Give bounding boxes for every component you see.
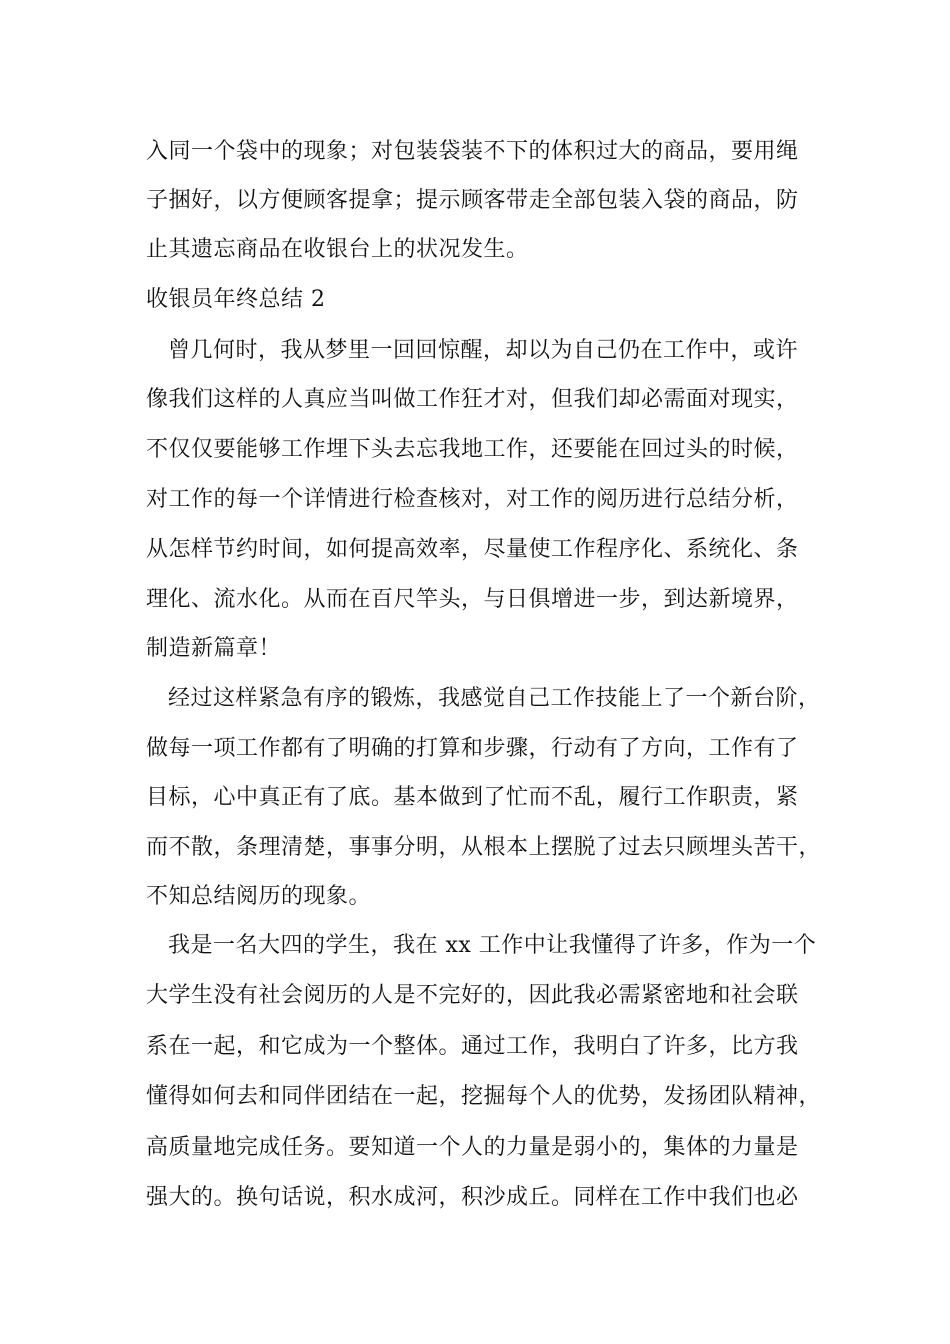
paragraph-2-line-4: 对工作的每一个详情进行检查核对，对工作的阅历进行总结分析， — [146, 487, 799, 512]
paragraph-1-line-1: 入同一个袋中的现象；对包装袋装不下的体积过大的商品，要用绳 — [146, 139, 799, 164]
paragraph-4-line-2: 大学生没有社会阅历的人是不完好的，因此我必需紧密地和社会联 — [146, 983, 799, 1008]
paragraph-4-line-1: 我是一名大四的学生，我在 xx 工作中让我懂得了许多，作为一个 — [168, 933, 817, 958]
paragraph-2-line-6: 理化、流水化。从而在百尺竿头，与日俱增进一步，到达新境界， — [146, 587, 799, 612]
paragraph-2-line-5: 从怎样节约时间，如何提高效率，尽量使工作程序化、系统化、条 — [146, 537, 799, 562]
paragraph-1-line-3: 止其遗忘商品在收银台上的状况发生。 — [146, 237, 529, 262]
paragraph-2-line-7: 制造新篇章！ — [146, 636, 282, 661]
paragraph-3-line-1: 经过这样紧急有序的锻炼，我感觉自己工作技能上了一个新台阶， — [168, 686, 821, 711]
paragraph-3-line-3: 目标，心中真正有了底。基本做到了忙而不乱，履行工作职责，紧 — [146, 785, 799, 810]
paragraph-4-line-4: 懂得如何去和同伴团结在一起，挖掘每个人的优势，发扬团队精神， — [146, 1084, 822, 1109]
paragraph-2-line-3: 不仅仅要能够工作埋下头去忘我地工作，还要能在回过头的时候， — [146, 437, 799, 462]
paragraph-4-line-5: 高质量地完成任务。要知道一个人的力量是弱小的，集体的力量是 — [146, 1135, 799, 1160]
paragraph-3-line-4: 而不散，条理清楚，事事分明，从根本上摆脱了过去只顾埋头苦干， — [146, 835, 822, 860]
paragraph-2-line-1: 曾几何时，我从梦里一回回惊醒，却以为自己仍在工作中，或许 — [168, 338, 799, 363]
paragraph-4-line-6: 强大的。换句话说，积水成河，积沙成丘。同样在工作中我们也必 — [146, 1185, 799, 1210]
section-heading: 收银员年终总结 2 — [146, 287, 326, 312]
paragraph-1-line-2: 子捆好，以方便顾客提拿；提示顾客带走全部包装入袋的商品，防 — [146, 188, 799, 213]
paragraph-4-line-3: 系在一起，和它成为一个整体。通过工作，我明白了许多，比方我 — [146, 1034, 799, 1059]
paragraph-3-line-5: 不知总结阅历的现象。 — [146, 884, 372, 909]
paragraph-3-line-2: 做每一项工作都有了明确的打算和步骤，行动有了方向，工作有了 — [146, 736, 799, 761]
paragraph-2-line-2: 像我们这样的人真应当叫做工作狂才对，但我们却必需面对现实， — [146, 387, 799, 412]
